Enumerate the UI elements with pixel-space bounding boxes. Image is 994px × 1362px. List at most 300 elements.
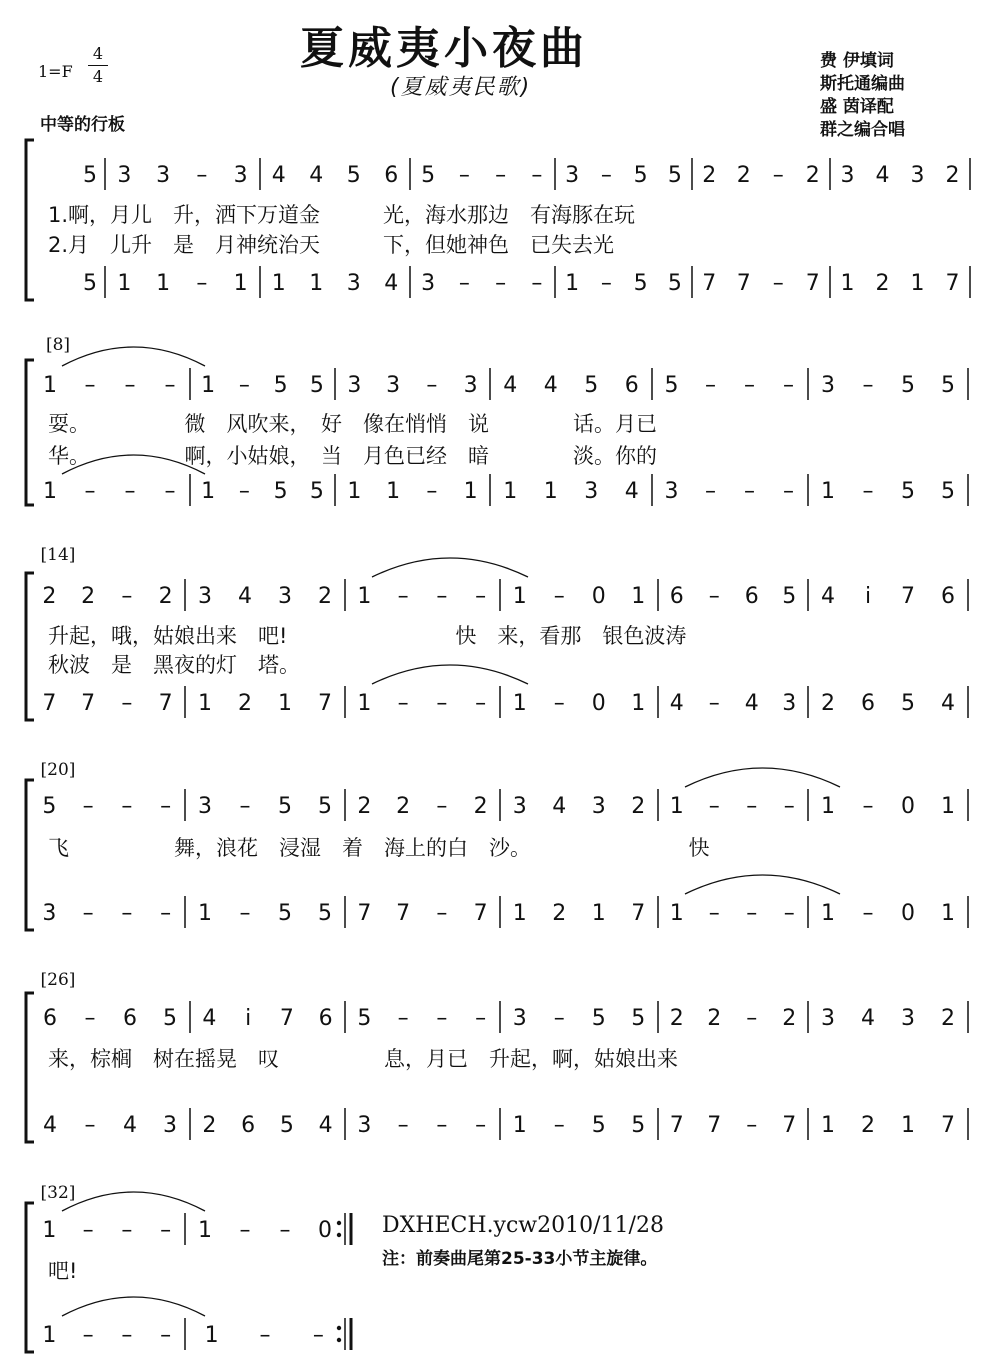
lower-note: 4 [744,691,759,716]
system-bracket [26,573,34,720]
lower-note: 7 [782,1113,797,1138]
lower-note: 1 [821,901,835,926]
upper-note: 5 [309,373,324,398]
upper-note: 6 [43,1006,57,1031]
upper-note: 5 [584,373,599,398]
upper-note: 3 [565,163,580,188]
upper-note: 3 [512,1006,527,1031]
lower-note: – [458,271,470,296]
lower-note: – [397,691,409,716]
lower-note: 4 [669,691,684,716]
measure-number: [14] [40,545,76,565]
upper-note: 3 [463,373,478,398]
upper-note: 3 [233,163,248,188]
lower-note: 1 [503,479,518,504]
lower-note: – [553,691,565,716]
lower-note: – [708,691,720,716]
upper-note: 6 [744,584,759,609]
upper-note: 0 [318,1218,332,1243]
upper-note: 2 [81,584,96,609]
lower-note: – [531,271,543,296]
lower-note: 3 [357,1113,372,1138]
lower-note: 7 [42,691,57,716]
upper-note: – [495,163,507,188]
upper-note: – [708,794,720,819]
credit-arranger: 斯托通编曲 [820,74,905,94]
upper-note: 2 [805,163,820,188]
upper-note: 1 [512,584,527,609]
system-bracket [26,780,34,930]
upper-note: – [553,584,565,609]
lower-note: – [196,271,208,296]
upper-note: 5 [901,373,915,398]
lower-note: 1 [156,271,171,296]
time-signature-top: 4 [92,44,104,63]
lower-note: 5 [83,271,97,296]
upper-note: 3 [386,373,401,398]
credit-translator: 盛 茵译配 [820,97,894,117]
tie [372,558,528,577]
lower-note: 1 [309,271,324,296]
upper-note: – [124,373,136,398]
lower-note: 7 [357,901,372,926]
upper-note: 5 [346,163,361,188]
upper-note: 4 [543,373,558,398]
upper-note: – [475,1006,487,1031]
lower-note: 3 [782,691,797,716]
upper-note: 4 [309,163,324,188]
upper-note: – [84,1006,96,1031]
upper-note: – [426,373,438,398]
upper-note: 6 [384,163,399,188]
lower-note: 1 [198,691,212,716]
lower-note: 3 [163,1113,177,1138]
lower-note: – [82,1323,94,1348]
lower-note: – [862,479,874,504]
lower-note: – [746,901,758,926]
upper-note: 3 [821,373,835,398]
measure-number: [26] [40,970,76,990]
lower-note: 7 [941,1113,955,1138]
upper-note: 6 [941,584,955,609]
lower-note: – [82,901,94,926]
lower-note: 1 [198,901,212,926]
system-bracket [26,360,34,505]
repeat-dot [337,1338,341,1342]
lower-note: 3 [42,901,57,926]
lower-note: 0 [901,901,915,926]
tempo-marking: 中等的行板 [40,115,125,135]
lower-note: – [312,1323,324,1348]
upper-note: – [84,373,96,398]
upper-note: 4 [202,1006,217,1031]
lower-note: 5 [318,901,332,926]
lower-note: 7 [945,271,960,296]
upper-note: 5 [163,1006,177,1031]
lower-note: 1 [821,479,835,504]
tie [62,455,205,474]
upper-note: – [783,794,795,819]
lower-note: 4 [941,691,955,716]
lower-note: – [436,1113,448,1138]
lower-note: – [84,1113,96,1138]
lower-note: – [160,901,172,926]
upper-note: 5 [631,1006,646,1031]
upper-note: 3 [198,794,212,819]
upper-note: 3 [591,794,606,819]
lyric-verse-1: 吧! [48,1259,78,1283]
upper-note: – [397,584,409,609]
system-bracket [26,140,34,300]
lower-note: – [160,1323,172,1348]
lower-note: 6 [241,1113,256,1138]
upper-note: i [245,1006,252,1031]
credit-chorus: 群之编合唱 [820,120,905,140]
lower-note: – [121,1323,133,1348]
lower-note: 1 [821,1113,835,1138]
lower-note: 1 [463,479,478,504]
lower-note: 5 [278,901,292,926]
lower-note: – [475,1113,487,1138]
source-id: DXHECH.ycw2010/11/28 [382,1213,664,1238]
upper-note: 3 [512,794,527,819]
time-signature-line [88,65,108,66]
lower-note: 4 [624,479,639,504]
lower-note: 3 [584,479,599,504]
upper-note: 1 [201,373,216,398]
lower-note: – [436,691,448,716]
lower-note: 2 [238,691,252,716]
upper-note: 3 [910,163,925,188]
upper-note: 3 [840,163,855,188]
upper-note: 2 [318,584,332,609]
measure-number: [8] [45,335,71,355]
lyric-verse-1: 飞 舞，浪花 浸湿 着 海上的白 沙。 快 [48,836,710,860]
lower-note: 7 [707,1113,722,1138]
lower-note: – [436,901,448,926]
upper-note: – [458,163,470,188]
upper-note: 4 [503,373,518,398]
tie [685,875,840,894]
lower-note: 1 [901,1113,915,1138]
lower-note: 4 [384,271,399,296]
lyric-verse-1: 来，棕榈 树在摇晃 叹 息，月已 升起，啊，姑娘出来 [48,1047,678,1071]
upper-note: 2 [707,1006,722,1031]
key-signature: 1=F [38,62,73,81]
upper-note: 6 [669,584,684,609]
upper-note: 5 [357,1006,372,1031]
system-bracket [26,1203,34,1352]
lower-note: 1 [565,271,580,296]
lower-note: – [397,1113,409,1138]
lower-note: – [84,479,96,504]
lower-note: – [600,271,612,296]
lower-note: 1 [117,271,132,296]
lower-note: 5 [667,271,682,296]
lower-note: – [553,1113,565,1138]
lower-note: – [238,479,250,504]
lower-note: 5 [279,1113,294,1138]
lyric-verse-1: 升起，哦，姑娘出来 吧! 快 来，看那 银色波涛 [48,624,687,648]
upper-note: – [436,794,448,819]
lower-note: 4 [43,1113,57,1138]
song-subtitle: (夏威夷民歌) [390,75,532,100]
lower-note: 1 [543,479,558,504]
upper-note: 4 [821,584,835,609]
upper-note: – [746,794,758,819]
upper-note: 2 [702,163,717,188]
lower-note: 7 [736,271,751,296]
lower-note: – [744,479,755,504]
upper-note: – [862,373,874,398]
lower-note: – [426,479,438,504]
lower-note: 1 [357,691,372,716]
lower-note: 7 [669,1113,684,1138]
lower-note: 1 [204,1323,219,1348]
lower-note: 2 [552,901,567,926]
lower-note: 4 [318,1113,333,1138]
repeat-dot [337,1326,341,1330]
upper-note: – [475,584,487,609]
lower-note: 3 [664,479,679,504]
upper-note: 1 [198,1218,212,1243]
lower-note: 5 [633,271,648,296]
tie [685,768,840,787]
upper-note: 5 [633,163,648,188]
lower-note: 5 [273,479,288,504]
upper-note: 5 [941,373,955,398]
upper-note: 3 [278,584,292,609]
upper-note: 4 [861,1006,875,1031]
upper-note: – [783,373,794,398]
upper-note: – [705,373,716,398]
upper-note: 2 [357,794,372,819]
upper-note: 1 [941,794,955,819]
repeat-dot [337,1233,341,1237]
lower-note: 1 [631,691,646,716]
lower-note: 0 [591,691,606,716]
lower-note: – [475,691,487,716]
lower-note: 1 [278,691,292,716]
upper-note: 5 [83,163,97,188]
upper-note: 5 [782,584,797,609]
lower-note: 7 [158,691,173,716]
upper-note: 0 [901,794,915,819]
upper-note: 6 [123,1006,137,1031]
upper-note: – [239,1218,251,1243]
upper-note: 3 [198,584,212,609]
upper-note: 2 [669,1006,684,1031]
upper-note: 5 [278,794,292,819]
upper-note: 2 [396,794,411,819]
lower-note: 1 [386,479,401,504]
lower-note: 3 [346,271,361,296]
time-signature-bottom: 4 [92,67,104,86]
tie [372,665,528,684]
lyric-verse-2: 秋波 是 黑夜的灯 塔。 [48,653,300,677]
upper-note: 2 [945,163,960,188]
lower-note: 1 [233,271,248,296]
tie [62,1297,205,1316]
upper-note: 1 [42,1218,57,1243]
upper-note: 5 [42,794,57,819]
lower-note: – [783,901,795,926]
lower-note: 2 [875,271,890,296]
upper-note: 5 [664,373,679,398]
upper-note: – [862,794,874,819]
upper-note: – [82,794,94,819]
upper-note: 4 [271,163,286,188]
lower-note: 5 [631,1113,646,1138]
upper-note: – [436,584,448,609]
lower-note: 7 [396,901,411,926]
upper-note: 2 [736,163,751,188]
upper-note: 3 [117,163,132,188]
lower-note: 1 [669,901,684,926]
lower-note: 1 [347,479,362,504]
upper-note: – [121,794,133,819]
lower-note: 6 [861,691,875,716]
upper-note: – [121,584,133,609]
upper-note: – [238,373,250,398]
upper-note: 3 [156,163,171,188]
lower-note: 1 [910,271,925,296]
lower-note: 7 [805,271,820,296]
lower-note: – [746,1113,758,1138]
upper-note: – [196,163,208,188]
upper-note: 2 [631,794,646,819]
lower-note: – [121,691,133,716]
credit-lyrics: 费 伊填词 [820,51,894,71]
upper-note: 5 [591,1006,606,1031]
lower-note: 1 [512,1113,527,1138]
upper-note: – [708,584,720,609]
lower-note: 1 [591,901,606,926]
lower-note: – [164,479,176,504]
credits-block [820,50,905,142]
lower-note: 7 [318,691,332,716]
lower-note: 7 [473,901,488,926]
upper-note: – [436,1006,448,1031]
lower-note: 7 [631,901,646,926]
lower-note: 2 [202,1113,217,1138]
upper-note: 4 [552,794,567,819]
lyric-verse-1: 1.啊，月儿 升，洒下万道金 光，海水那边 有海豚在玩 [48,203,636,227]
lower-note: 3 [421,271,436,296]
lower-note: 7 [702,271,717,296]
lower-note: 2 [861,1113,875,1138]
lower-note: – [862,901,874,926]
upper-note: 4 [875,163,890,188]
upper-note: 7 [279,1006,294,1031]
lower-note: 1 [512,691,527,716]
lower-note: 1 [840,271,855,296]
repeat-dot [337,1221,341,1225]
upper-note: 2 [42,584,57,609]
upper-note: – [553,1006,565,1031]
upper-note: – [239,794,251,819]
footnote: 注：前奏曲尾第25-33小节主旋律。 [382,1249,658,1269]
upper-note: – [600,163,612,188]
lower-note: 1 [271,271,286,296]
upper-note: 3 [901,1006,915,1031]
upper-note: 5 [318,794,332,819]
lower-note: – [121,901,133,926]
system-bracket [26,993,34,1142]
upper-note: 3 [821,1006,835,1031]
upper-note: – [160,1218,172,1243]
lower-note: 1 [512,901,527,926]
upper-note: – [164,373,176,398]
lower-note: – [783,479,794,504]
upper-note: 5 [667,163,682,188]
lower-note: – [259,1323,271,1348]
lower-note: – [124,479,136,504]
lower-note: 1 [43,479,57,504]
upper-note: – [531,163,543,188]
tie [62,1192,205,1211]
upper-note: – [279,1218,291,1243]
upper-note: 2 [158,584,173,609]
lower-note: 1 [941,901,955,926]
lower-note: 4 [123,1113,137,1138]
lower-note: 7 [81,691,96,716]
measure-number: [32] [40,1183,76,1203]
lower-note: – [495,271,507,296]
lower-note: 5 [901,691,915,716]
lower-note: 5 [901,479,915,504]
upper-note: 6 [624,373,639,398]
lyric-verse-2: 2.月 儿升 是 月神统治天 下，但她神色 已失去光 [48,233,615,257]
lower-note: – [239,901,251,926]
lower-note: 5 [591,1113,606,1138]
lower-note: 2 [821,691,835,716]
upper-note: – [160,794,172,819]
upper-note: 7 [901,584,915,609]
upper-note: 4 [238,584,252,609]
measure-number: [20] [40,760,76,780]
upper-note: – [397,1006,409,1031]
upper-note: 3 [347,373,362,398]
upper-note: 5 [273,373,288,398]
lower-note: 5 [941,479,955,504]
lower-note: – [772,271,784,296]
upper-note: 2 [941,1006,955,1031]
lower-note: 5 [309,479,324,504]
lower-note: 1 [201,479,216,504]
lower-note: 1 [42,1323,57,1348]
upper-note: – [121,1218,133,1243]
upper-note: – [772,163,784,188]
lyric-verse-2: 华。 啊，小姑娘， 当 月色已经 暗 淡。你的 [48,444,657,468]
upper-note: 5 [421,163,436,188]
upper-note: 1 [357,584,372,609]
upper-note: 6 [318,1006,333,1031]
tie [62,347,205,366]
upper-note: 1 [43,373,57,398]
upper-note: – [82,1218,94,1243]
upper-note: – [746,1006,758,1031]
lyric-verse-1: 耍。 微 风吹来， 好 像在悄悄 说 话。月已 [48,412,657,436]
upper-note: 1 [631,584,646,609]
upper-note: i [864,584,872,609]
song-title: 夏威夷小夜曲 [300,23,588,74]
upper-note: 1 [669,794,684,819]
time-signature [88,44,108,87]
lower-note: – [705,479,716,504]
upper-note: – [744,373,755,398]
upper-note: 2 [782,1006,797,1031]
